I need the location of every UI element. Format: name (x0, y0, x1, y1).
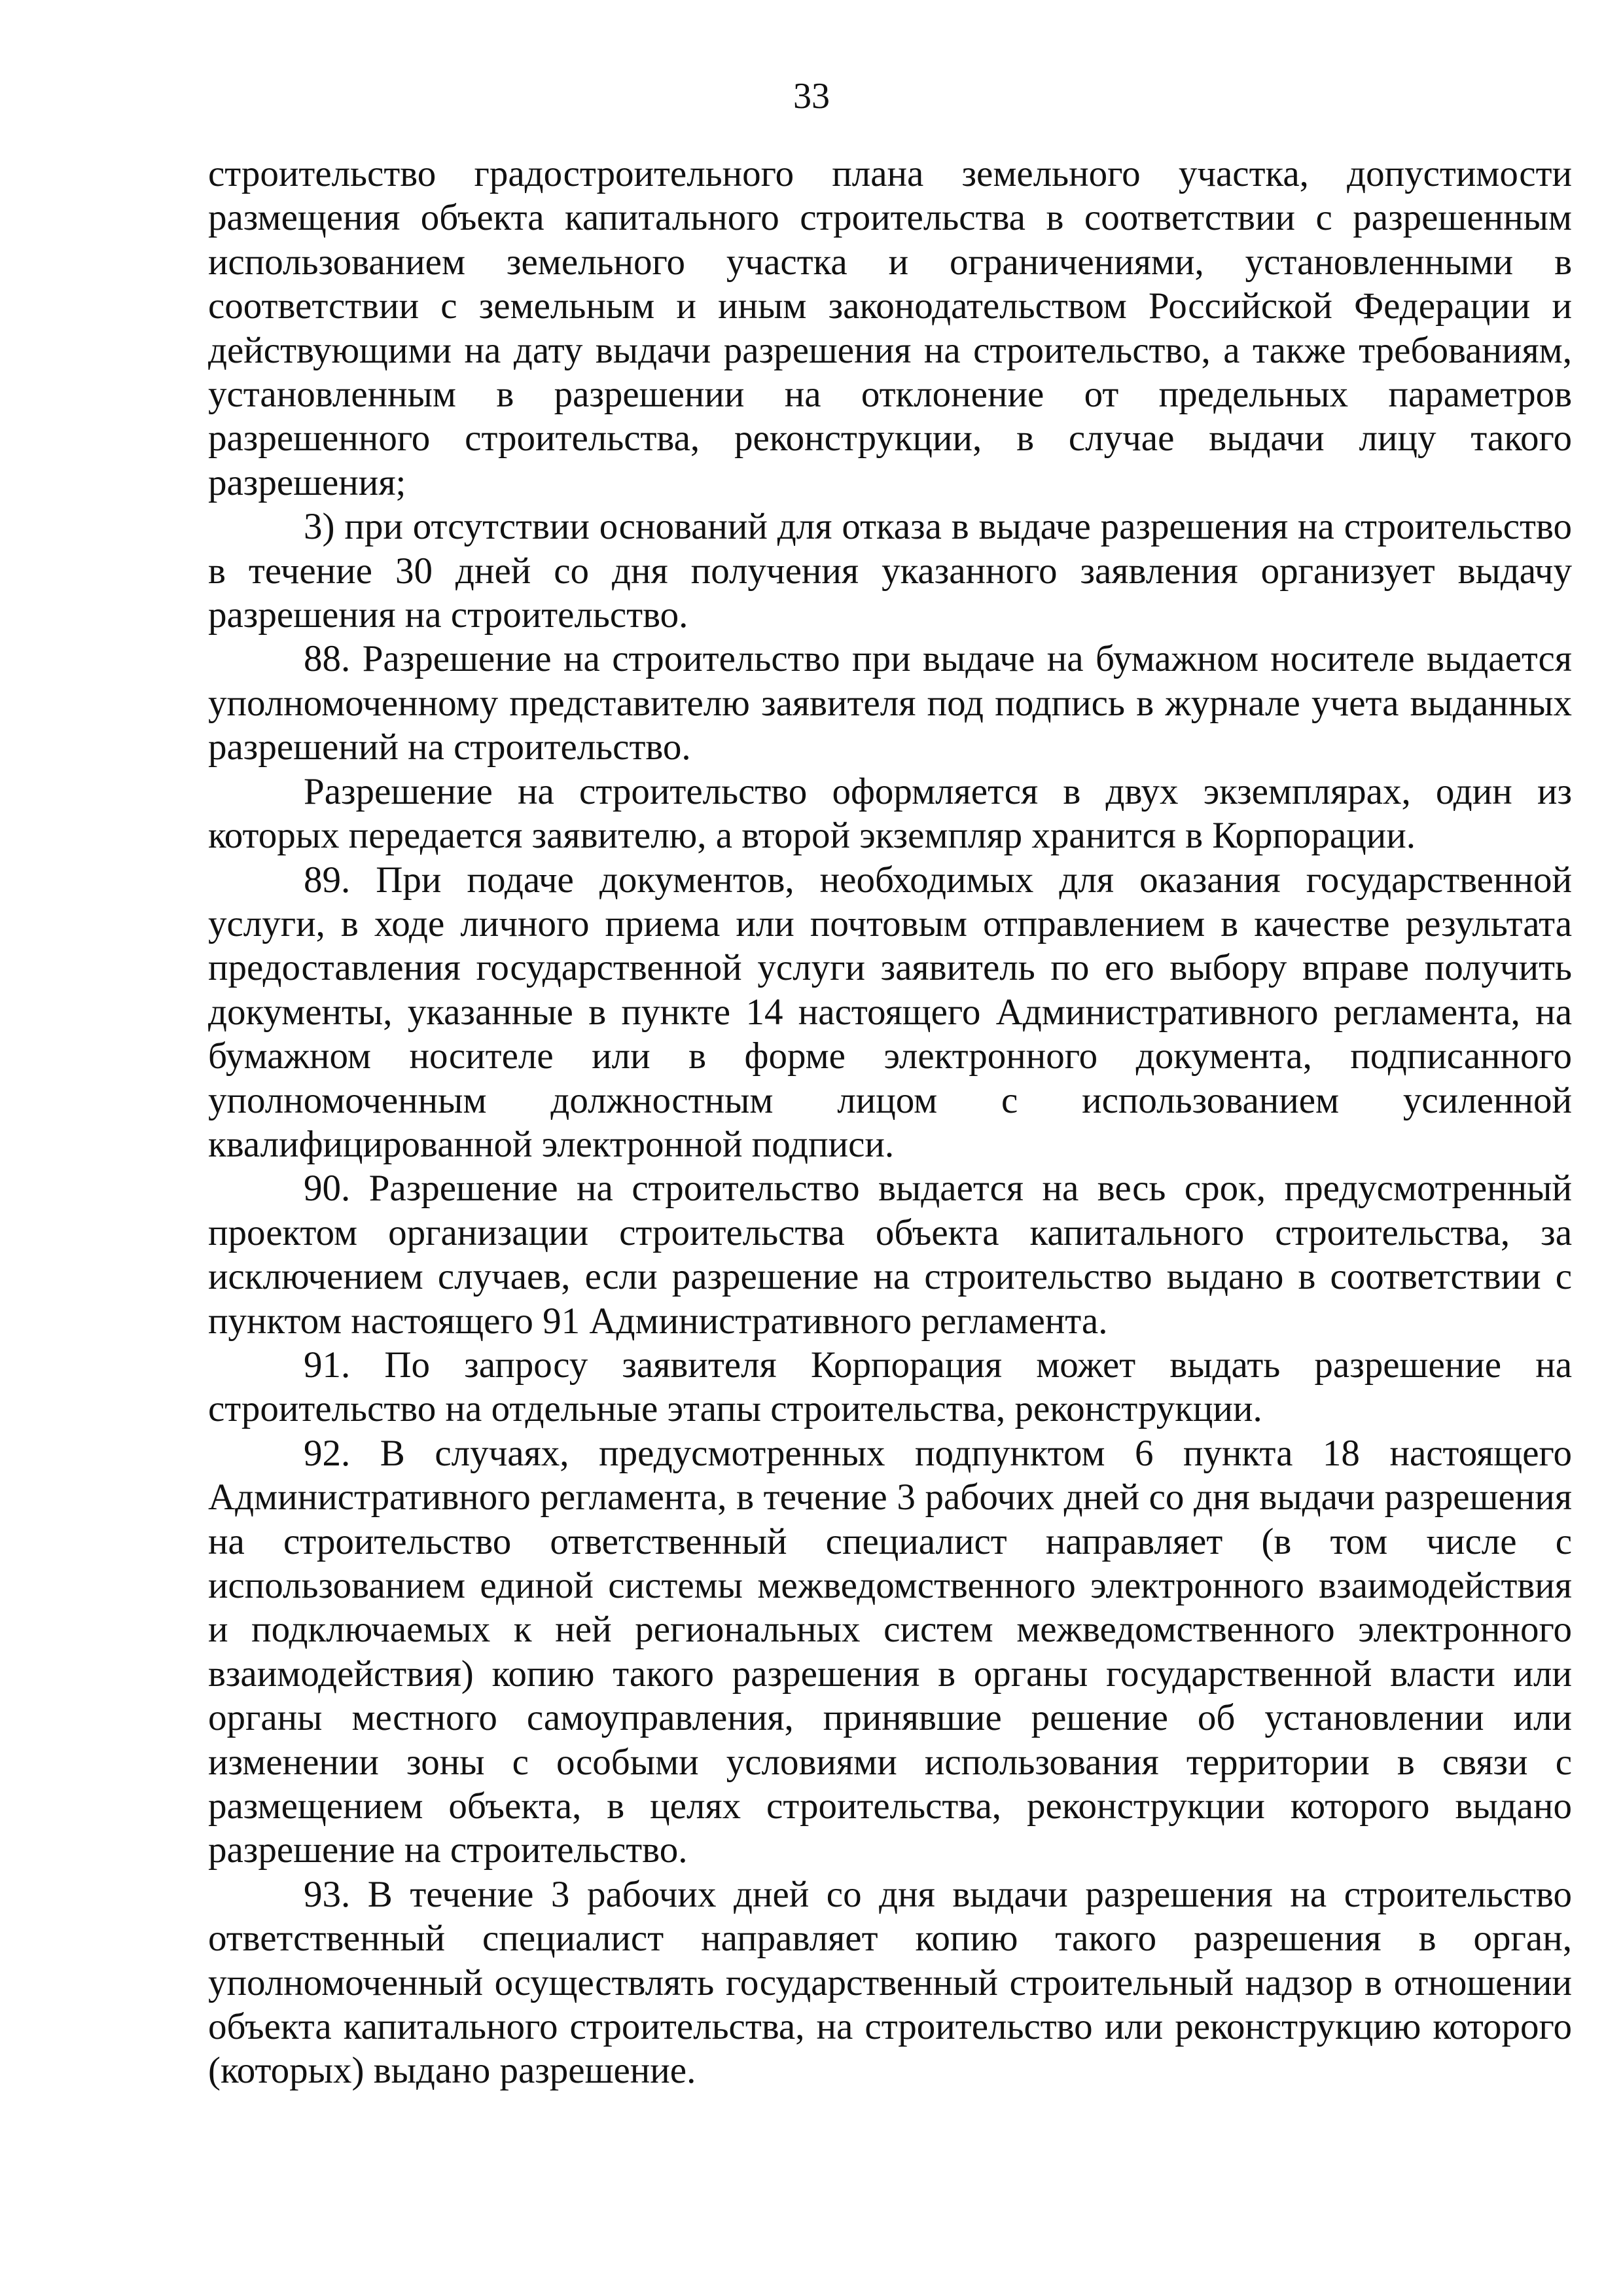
paragraph-91: 91. По запросу заявителя Корпорация может выдать разрешение на строительство на отдельные этапы строительства, реконструкции. (208, 1344, 1572, 1430)
paragraph-93: 93. В течение 3 рабочих дней со дня выдачи разрешения на строительство ответственный специалист направляет копию такого разрешения в орган, уполномоченный осуществлять государственный строительный надзор в отношении объекта капитального строительства, на строительство или реконструкцию которого (которых) выдано разрешение. (208, 1873, 1572, 2092)
paragraph-88: 88. Разрешение на строительство при выдаче на бумажном носителе выдается уполномоченному представителю заявителя под подпись в журнале учета выданных разрешений на строительство. (208, 638, 1572, 768)
page-number: 33 (793, 76, 830, 117)
paragraph-90: 90. Разрешение на строительство выдается на весь срок, предусмотренный проектом организации строительства объекта капитального строительства, за исключением случаев, если разрешение на строительство выдано в соответствии с пунктом настоящего 91 Административного регламента. (208, 1168, 1572, 1342)
document-body (208, 152, 1572, 2093)
paragraph-89: 89. При подаче документов, необходимых для оказания государственной услуги, в ходе личного приема или почтовым отправлением в качестве результата предоставления государственной услуги заявитель по его выбору вправе получить документы, указанные в пункте 14 настоящего Административного регламента, на бумажном носителе или в форме электронного документа, подписанного уполномоченным должностным лицом с использованием усиленной квалифицированной электронной подписи. (208, 859, 1572, 1165)
paragraph-subitem-3: 3) при отсутствии оснований для отказа в выдаче разрешения на строительство в течение 30 дней со дня получения указанного заявления организует выдачу разрешения на строительство. (208, 506, 1572, 636)
paragraph-88-continued: Разрешение на строительство оформляется в двух экземплярах, один из которых передается заявителю, а второй экземпляр хранится в Корпорации. (208, 770, 1572, 857)
paragraph-92: 92. В случаях, предусмотренных подпунктом 6 пункта 18 настоящего Административного регламента, в течение 3 рабочих дней со дня выдачи разрешения на строительство ответственный специалист направляет (в том числе с использованием единой системы межведомственного электронного взаимодействия и подключаемых к ней региональных систем межведомственного электронного взаимодействия) копию такого разрешения в органы государственной власти или органы местного самоуправления, принявшие решение об установлении или изменении зоны с особыми условиями использования территории в связи с размещением объекта, в целях строительства, реконструкции которого выдано разрешение на строительство. (208, 1432, 1572, 1871)
paragraph-continuation: строительство градостроительного плана земельного участка, допустимости размещения объекта капитального строительства в соответствии с разрешенным использованием земельного участка и ограничениями, установленными в соответствии с земельным и иным законодательством Российской Федерации и действующими на дату выдачи разрешения на строительство, а также требованиям, установленным в разрешении на отклонение от предельных параметров разрешенного строительства, реконструкции, в случае выдачи лицу такого разрешения; (208, 153, 1572, 503)
